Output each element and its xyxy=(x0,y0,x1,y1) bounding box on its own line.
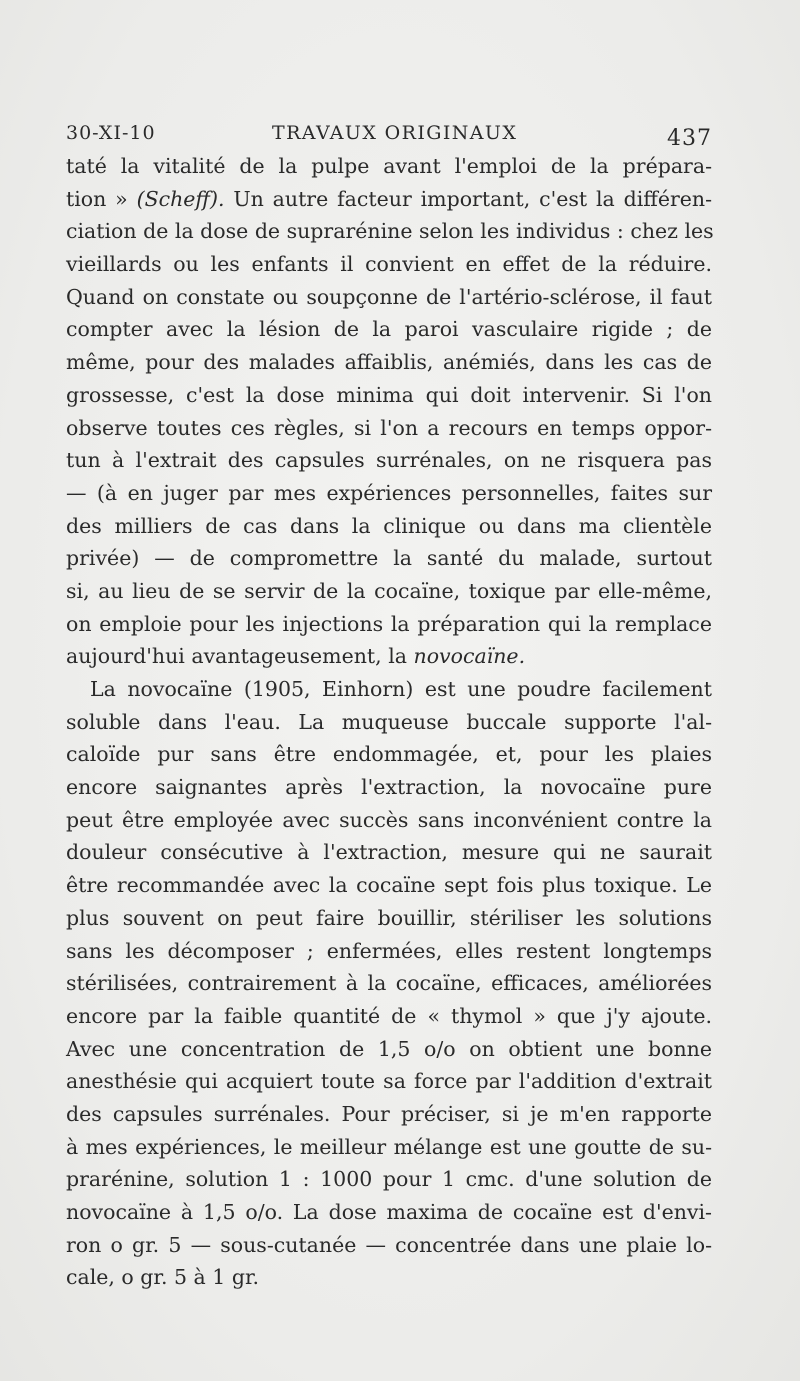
citation-italic: (Scheff). xyxy=(136,186,225,211)
text-line: plus souvent on peut faire bouillir, stériliser les solutions xyxy=(66,905,712,930)
page-number: 437 xyxy=(667,126,712,151)
text-line: ciation de la dose de suprarénine selon les individus : chez les xyxy=(66,219,714,244)
body-text xyxy=(66,150,712,1294)
header-date: 30-XI-10 xyxy=(66,122,156,144)
text-line: ron o gr. 5 — sous-cutanée — concentrée dans une plaie lo- xyxy=(66,1232,712,1257)
text-line: novocaïne à 1,5 o/o. La dose maxima de cocaïne est d'envi- xyxy=(66,1200,712,1224)
text-fragment: aujourd'hui avantageusement, la xyxy=(66,644,414,669)
text-line: peut être employée avec succès sans inconvénient contre la xyxy=(66,807,712,832)
text-line: des capsules surrénales. Pour préciser, si je m'en rapporte xyxy=(66,1101,712,1126)
text-line: des milliers de cas dans la clinique ou dans ma clientèle xyxy=(66,513,712,538)
text-line: encore saignantes après l'extraction, la novocaïne pure xyxy=(66,775,712,800)
text-line: Quand on constate ou soupçonne de l'artério-sclérose, il faut xyxy=(66,284,712,309)
text-line: tun à l'extrait des capsules surrénales, on ne risquera pas xyxy=(66,448,712,473)
header-title: TRAVAUX ORIGINAUX xyxy=(272,122,518,144)
text-line: grossesse, c'est la dose minima qui doit intervenir. Si l'on xyxy=(66,382,712,407)
text-line: être recommandée avec la cocaïne sept fois plus toxique. Le xyxy=(66,873,712,898)
text-line: — (à en juger par mes expériences personnelles, faites sur xyxy=(66,480,712,505)
text-line: soluble dans l'eau. La muqueuse buccale supporte l'al- xyxy=(66,709,712,734)
paragraph-start-line: La novocaïne (1905, Einhorn) est une poudre facilement xyxy=(90,677,712,701)
text-line: caloïde pur sans être endommagée, et, pour les plaies xyxy=(66,742,712,767)
text-line: si, au lieu de se servir de la cocaïne, toxique par elle-même, xyxy=(66,578,712,603)
text-line: à mes expériences, le meilleur mélange est une goutte de su- xyxy=(66,1134,712,1159)
text-line: taté la vitalité de la pulpe avant l'emploi de la prépara- xyxy=(66,154,712,178)
text-line: Avec une concentration de 1,5 o/o on obtient une bonne xyxy=(66,1036,712,1061)
text-line: vieillards ou les enfants il convient en effet de la réduire. xyxy=(66,252,712,277)
text-line: encore par la faible quantité de « thymol » que j'y ajoute. xyxy=(66,1003,712,1028)
text-line: privée) — de compromettre la santé du malade, surtout xyxy=(66,546,712,571)
text-line: même, pour des malades affaiblis, anémiés, dans les cas de xyxy=(66,350,712,375)
text-fragment: tion » xyxy=(66,186,137,211)
text-line: on emploie pour les injections la préparation qui la remplace xyxy=(66,611,712,636)
text-line xyxy=(66,640,712,673)
text-line: stérilisées, contrairement à la cocaïne, efficaces, améliorées xyxy=(66,971,712,996)
text-line: anesthésie qui acquiert toute sa force par l'addition d'extrait xyxy=(66,1069,712,1094)
term-italic: novocaïne. xyxy=(413,644,526,669)
text-line: observe toutes ces règles, si l'on a recours en temps oppor- xyxy=(66,415,712,440)
text-line: compter avec la lésion de la paroi vasculaire rigide ; de xyxy=(66,317,712,342)
text-fragment: Un autre facteur important, c'est la différen- xyxy=(224,186,713,211)
text-line: douleur consécutive à l'extraction, mesure qui ne saurait xyxy=(66,840,712,865)
text-line: cale, o gr. 5 à 1 gr. xyxy=(66,1265,260,1290)
text-line: sans les décomposer ; enfermées, elles restent longtemps xyxy=(66,938,712,963)
text-line xyxy=(66,183,712,216)
text-line: prarénine, solution 1 : 1000 pour 1 cmc. d'une solution de xyxy=(66,1167,712,1192)
running-header xyxy=(66,118,712,151)
